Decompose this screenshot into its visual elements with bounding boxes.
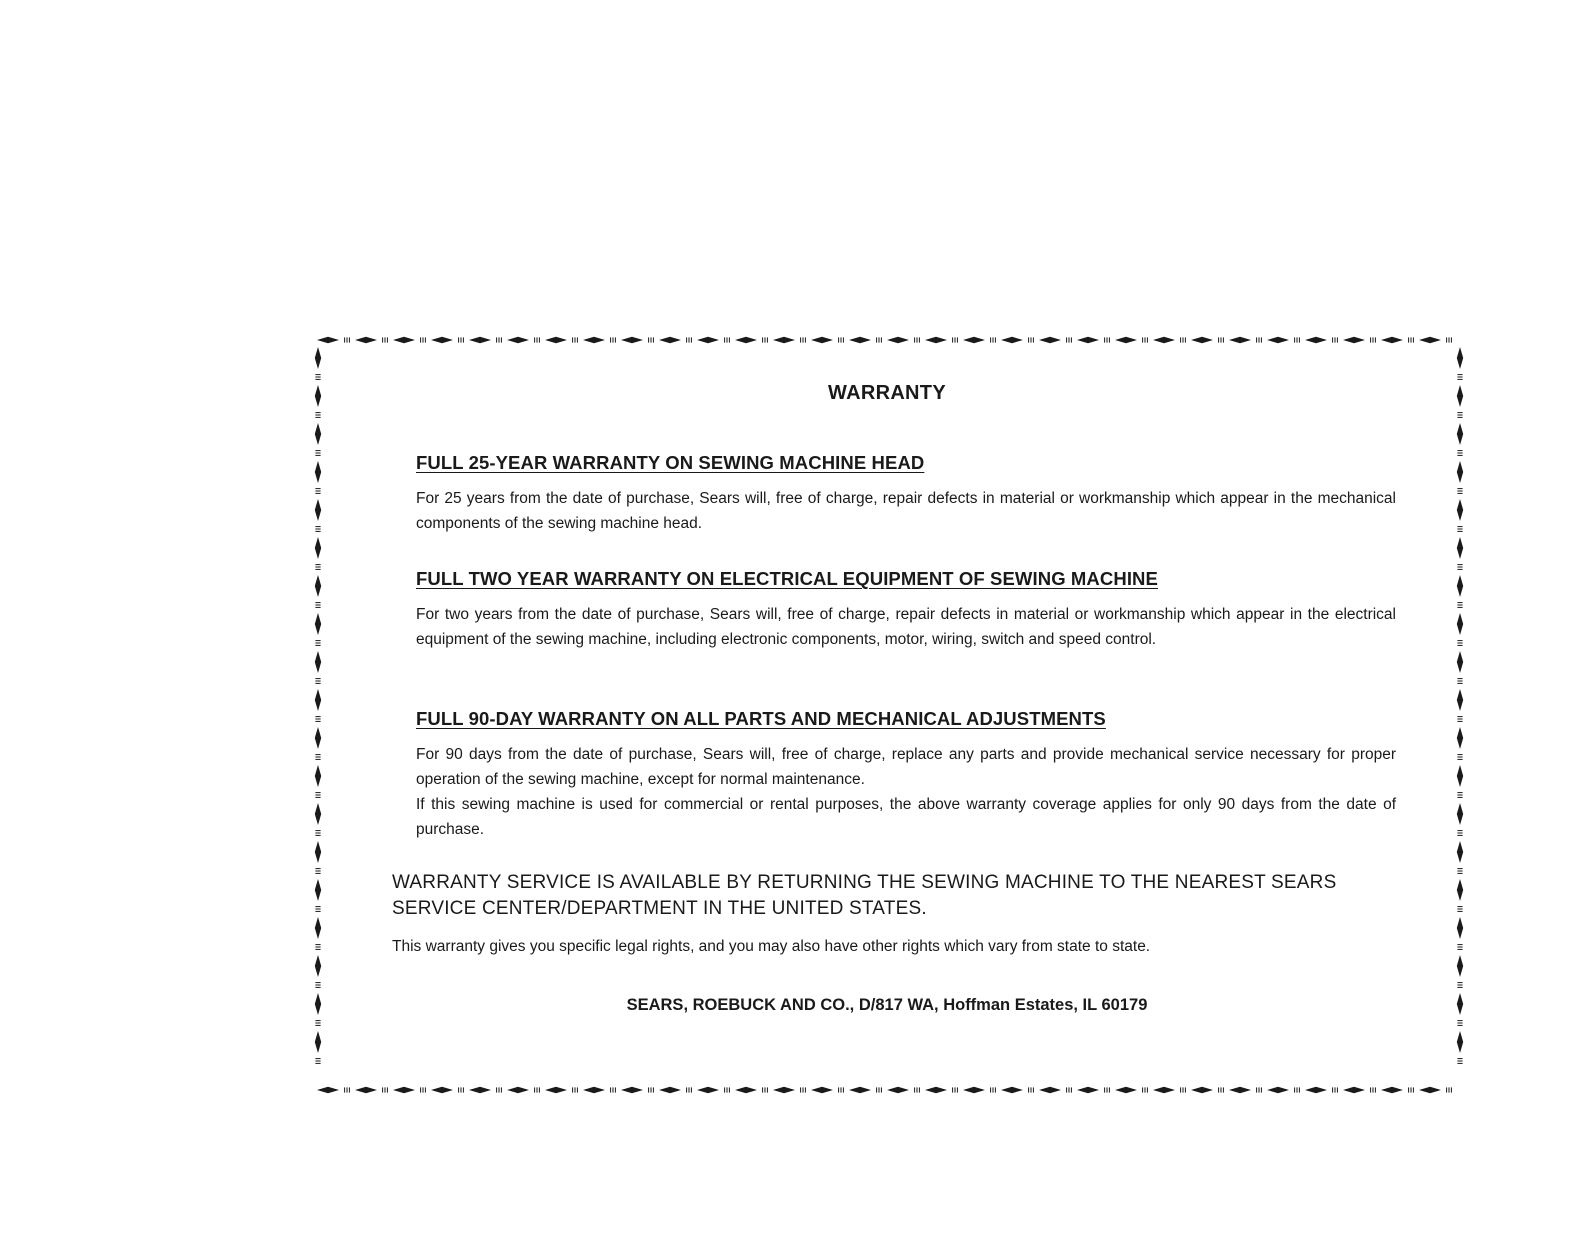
section-body: For 25 years from the date of purchase, Sears will, free of charge, repair defects in material or workmanship which appear in the mechanical components of the sewing machine head. — [416, 490, 1396, 532]
company-address: SEARS, ROEBUCK AND CO., D/817 WA, Hoffman Estates, IL 60179 — [626, 996, 1148, 1014]
border-mark — [1457, 869, 1462, 874]
warranty-card — [316, 340, 1458, 1092]
border-mark — [1457, 679, 1462, 684]
border-mark — [1457, 755, 1462, 760]
border-mark — [1457, 717, 1462, 722]
border-mark — [1457, 641, 1462, 646]
border-mark — [1457, 1059, 1462, 1064]
border-mark — [1457, 565, 1462, 570]
border-mark — [1457, 489, 1462, 494]
warranty-title: WARRANTY — [828, 382, 946, 404]
border-mark — [1457, 603, 1462, 608]
border-mark — [1457, 983, 1462, 988]
border-mark — [1457, 451, 1462, 456]
legal-rights-text: This warranty gives you specific legal rights, and you may also have other rights which vary from state to state. — [392, 938, 1151, 955]
section-body: For 90 days from the date of purchase, Sears will, free of charge, replace any parts and provide mechanical service necessary for proper operation of the sewing machine, except for normal maintenance. — [416, 746, 1396, 788]
border-mark — [1457, 413, 1462, 418]
border-mark — [1457, 907, 1462, 912]
border-mark — [1457, 831, 1462, 836]
section-head-warranty — [416, 452, 1396, 536]
section-heading: FULL 25-YEAR WARRANTY ON SEWING MACHINE HEAD — [416, 452, 925, 473]
section-body-commercial: If this sewing machine is used for commercial or rental purposes, the above warranty coverage applies for only 90 days from the date of purchase. — [416, 796, 1396, 838]
border-mark — [1457, 527, 1462, 532]
section-heading: FULL 90-DAY WARRANTY ON ALL PARTS AND MECHANICAL ADJUSTMENTS — [416, 708, 1106, 729]
border-mark — [1457, 375, 1462, 380]
section-heading: FULL TWO YEAR WARRANTY ON ELECTRICAL EQUIPMENT OF SEWING MACHINE — [416, 568, 1158, 589]
border-mark — [1457, 945, 1462, 950]
section-body: For two years from the date of purchase, Sears will, free of charge, repair defects in material or workmanship which appear in the electrical equipment of the sewing machine, including electronic components, motor, wiring, switch and speed control. — [416, 606, 1396, 648]
section-electrical-warranty — [416, 568, 1396, 652]
border-mark — [1457, 1021, 1462, 1026]
warranty-service-notice: WARRANTY SERVICE IS AVAILABLE BY RETURNING THE SEWING MACHINE TO THE NEAREST SEARS SERVICE CENTER/DEPARTMENT IN THE UNITED STATES. — [392, 872, 1337, 919]
section-parts-warranty — [416, 708, 1396, 842]
border-mark — [1457, 793, 1462, 798]
